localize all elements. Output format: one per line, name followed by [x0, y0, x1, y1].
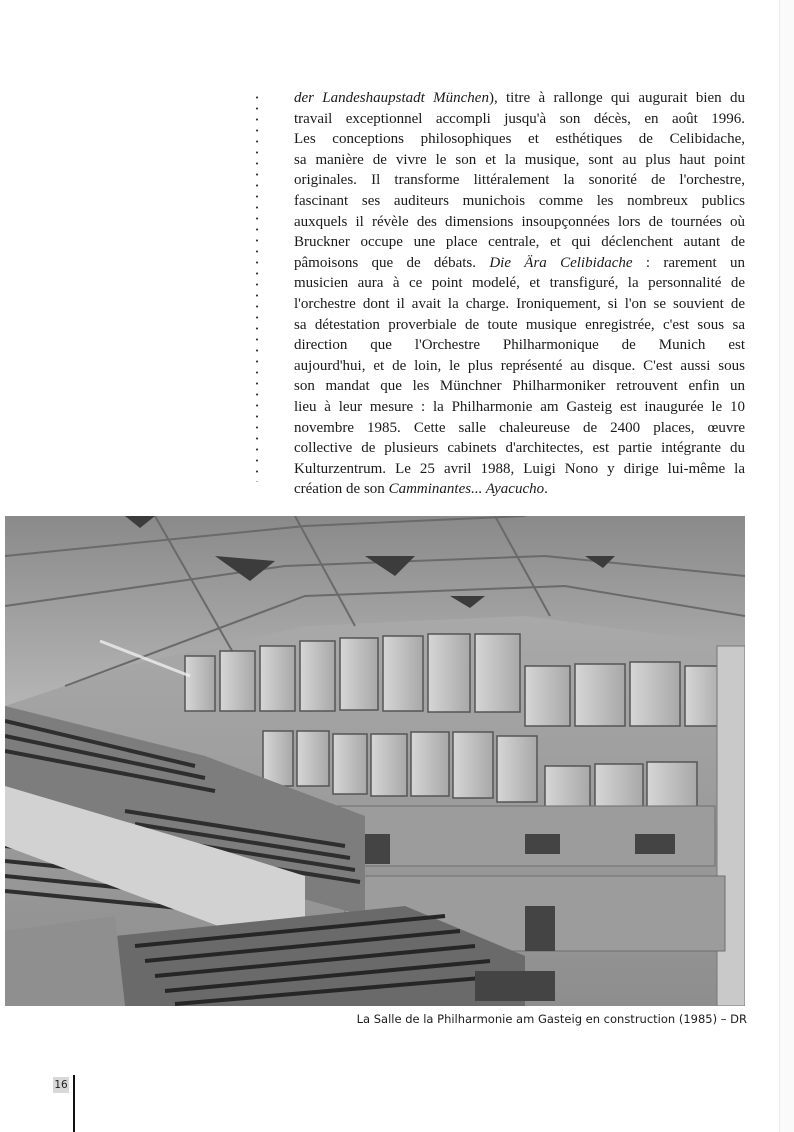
- italic-text: Camminantes... Ayacucho: [388, 481, 545, 498]
- page-number: 16: [54, 1079, 68, 1091]
- italic-text: Die Ära Celibidache: [489, 254, 633, 271]
- text-run: collective de plusieurs cabinets d'architectes, est partie intégrante du: [294, 440, 745, 457]
- italic-text: der Landeshaupstadt München: [294, 90, 489, 106]
- text-run: sa manière de vivre le son et la musique, sont au plus haut point: [294, 151, 745, 168]
- text-run: Les conceptions philosophiques et esthétiques de Celibidache,: [294, 131, 745, 148]
- text-run: création de son: [294, 481, 389, 498]
- page-edge: [779, 0, 794, 1132]
- text-run: auxquels il révèle des dimensions insoupçonnées lors de tournées où: [294, 213, 745, 230]
- text-run: direction que l'Orchestre Philharmonique de Munich est: [294, 337, 745, 354]
- text-line: [294, 479, 745, 500]
- text-run: ), titre à rallonge qui augurait bien du: [488, 90, 745, 106]
- text-line: [294, 335, 745, 356]
- text-run: originales. Il transforme littéralement la sonorité de l'orchestre,: [294, 172, 745, 189]
- text-line: [294, 253, 745, 274]
- page-number-rule: [73, 1075, 75, 1132]
- text-run: lieu à leur mesure : la Philharmonie am Gasteig est inaugurée le 10: [294, 398, 745, 415]
- text-run: sa détestation proverbiale de toute musique enregistrée, c'est sous sa: [294, 316, 745, 333]
- text-run: fascinant ses auditeurs munichois comme les nombreux publics: [294, 192, 745, 209]
- text-line: [294, 376, 745, 397]
- hall-construction-image: [5, 516, 745, 1006]
- text-run: l'orchestre dont il avait la charge. Ironiquement, si l'on se souvient de: [294, 295, 745, 312]
- margin-dotted-rule: [254, 92, 260, 482]
- text-line: [294, 212, 745, 233]
- article-body: [294, 88, 745, 500]
- text-line: [294, 273, 745, 294]
- text-run: travail exceptionnel accompli jusqu'à son décès, en août 1996.: [294, 110, 745, 127]
- text-run: musicien aura à ce point modelé, et transfiguré, la personnalité de: [294, 275, 745, 292]
- photo-caption: La Salle de la Philharmonie am Gasteig en construction (1985) – DR: [356, 1012, 747, 1026]
- text-line: [294, 109, 745, 130]
- text-line: [294, 459, 745, 480]
- text-line: [294, 438, 745, 459]
- text-run: : rarement un: [632, 254, 746, 271]
- text-run: novembre 1985. Cette salle chaleureuse de 2400 places, œuvre: [294, 419, 745, 436]
- text-line: [294, 232, 745, 253]
- text-line: [294, 88, 745, 109]
- text-line: [294, 356, 745, 377]
- text-line: [294, 315, 745, 336]
- text-line: [294, 397, 745, 418]
- text-line: [294, 170, 745, 191]
- text-line: [294, 418, 745, 439]
- text-run: .: [544, 481, 548, 498]
- text-run: pâmoisons que de débats.: [294, 254, 490, 271]
- text-run: son mandat que les Münchner Philharmoniker retrouvent enfin un: [294, 378, 745, 395]
- text-line: [294, 191, 745, 212]
- text-line: [294, 129, 745, 150]
- text-run: Kulturzentrum. Le 25 avril 1988, Luigi Nono y dirige lui-même la: [294, 460, 745, 477]
- text-run: Bruckner occupe une place centrale, et qui déclenchent autant de: [294, 234, 745, 251]
- text-run: aujourd'hui, et de loin, le plus représenté au disque. C'est aussi sous: [294, 357, 745, 374]
- hall-photo: [5, 516, 745, 1006]
- text-line: [294, 294, 745, 315]
- text-line: [294, 150, 745, 171]
